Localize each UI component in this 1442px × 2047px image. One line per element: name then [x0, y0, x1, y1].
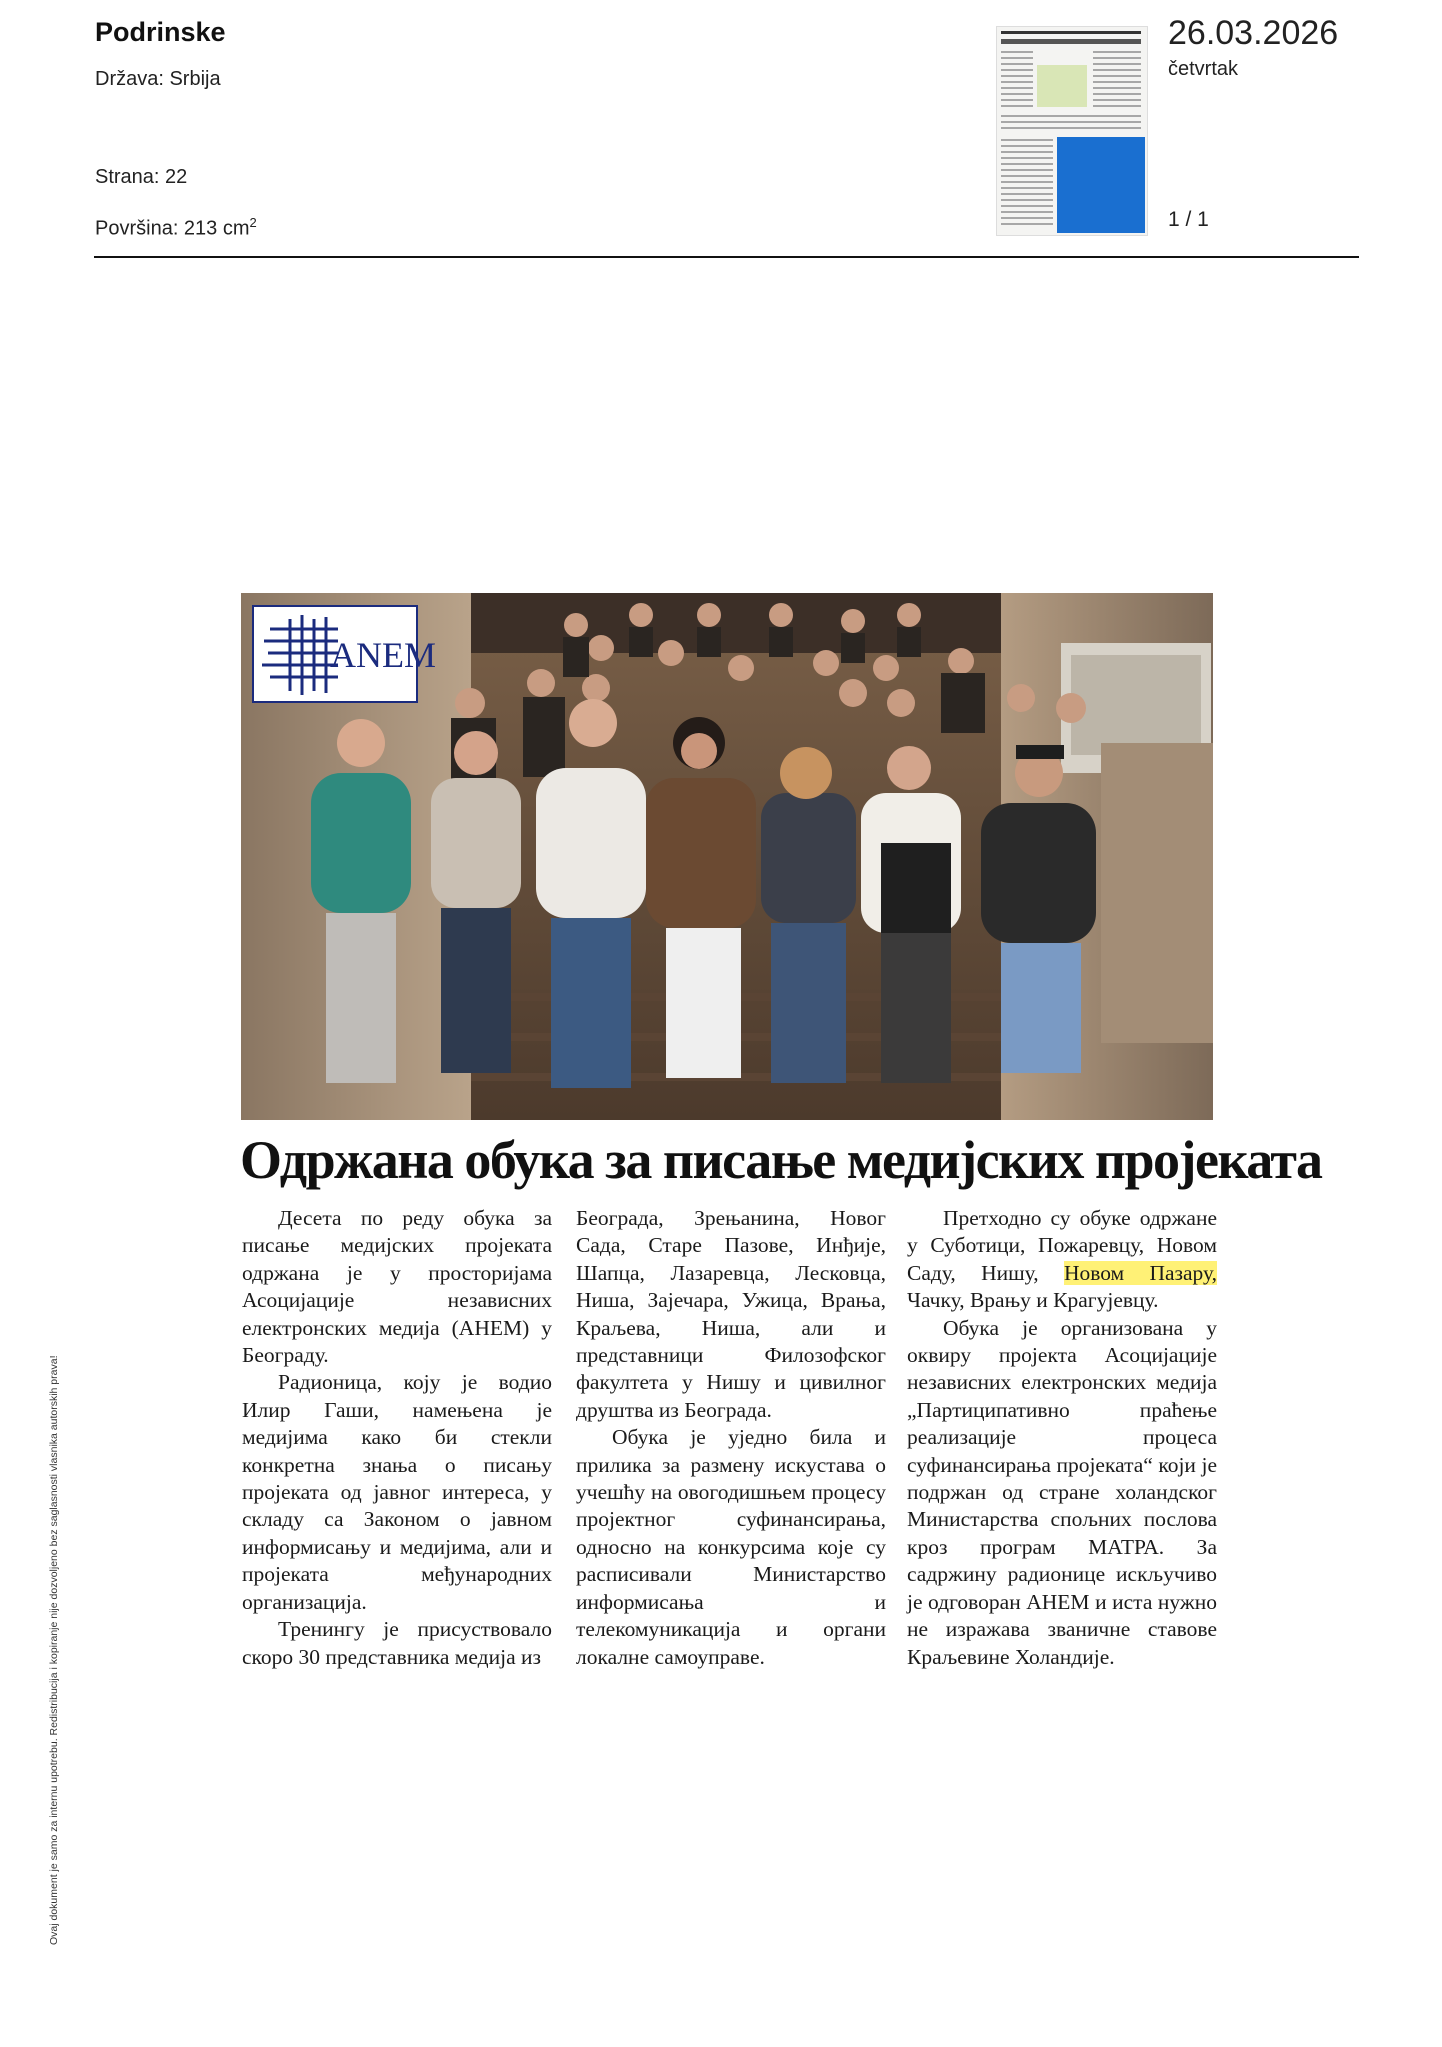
article-column-2 [576, 1205, 886, 1671]
paragraph-text: Чачку, Врању и Крагујевцу. [907, 1288, 1159, 1313]
paragraph: Тренингу је присуствовало скоро 30 представника медија из [242, 1617, 552, 1669]
paragraph: Београда, Зрењанина, Новог Сада, Старе Пазове, Инђије, Шапца, Лазаревца, Лесковца, Ниша, Зајечара, Ужица, Врања, Краљева, Ниша, али и представници Филозофског факултета у Нишу и цивилног друштва из Београда. [576, 1206, 886, 1422]
paragraph-text: Претходно су обуке одржане у Суботици, Пожаревцу, Новом Саду, Нишу, [907, 1206, 1217, 1285]
paragraph: Десета по реду обука за писање медијских пројеката одржана је у просторијама Асоцијације независних електронских медија (АНЕМ) у Београду. [242, 1206, 552, 1368]
paragraph: Радионица, коју је водио Илир Гаши, намењена је медијима како би стекли конкретна знања о писању пројеката од јавног интереса, у складу са Законом о јавном информисању и медијима, али и пројеката међународних организација. [242, 1370, 552, 1614]
page-thumbnail[interactable] [996, 26, 1148, 236]
highlighted-mention: Новом Пазару, [1063, 1260, 1217, 1285]
article-photo [241, 593, 1213, 1120]
publication-name: Podrinske [95, 17, 226, 47]
article-column-1 [242, 1205, 552, 1671]
page-count: 1 / 1 [1168, 208, 1209, 231]
anem-logo-mark [260, 609, 340, 703]
copyright-notice: Ovaj dokument je samo za internu upotrebu. Redistribucija i kopiranje nije dozvoljeno bez saglasnosti vlasnika autorskih prava! [48, 1355, 60, 1945]
paragraph: Обука је организована у оквиру пројекта Асоцијације независних електронских медија „Партиципативно праћење реализације процеса суфинансирања пројеката“ који је подржан од стране холандског Министарства спољних послова кроз програм МАТРА. За садржину радионице искључиво је одговоран АНЕМ и иста нужно не изражава званичне ставове Краљевине Холандије. [907, 1315, 1217, 1669]
area-label [95, 215, 257, 241]
article-headline: Одржана обука за писање медијских пројеката [240, 1130, 1322, 1190]
country-label: Država: Srbija [95, 68, 221, 90]
date: 26.03.2026 [1168, 14, 1339, 52]
weekday: četvrtak [1168, 58, 1239, 80]
anem-logo-text: ANEM [330, 635, 436, 675]
page-number-label: Strana: 22 [95, 166, 188, 188]
paragraph: Обука је уједно била и прилика за размену искустава о учешћу на овогодишњем процесу пројектног суфинансирања, односно на конкурсима које су расписивали Министарство информисања и телекомуникација и органи локалне самоуправе. [576, 1425, 886, 1669]
area-value: Površina: 213 cm [95, 217, 250, 240]
anem-logo [252, 605, 436, 703]
header-divider [94, 256, 1359, 258]
clipping-header [0, 0, 1442, 260]
area-superscript: 2 [249, 215, 257, 230]
paragraph [907, 1205, 1217, 1315]
article-column-3 [907, 1205, 1217, 1671]
